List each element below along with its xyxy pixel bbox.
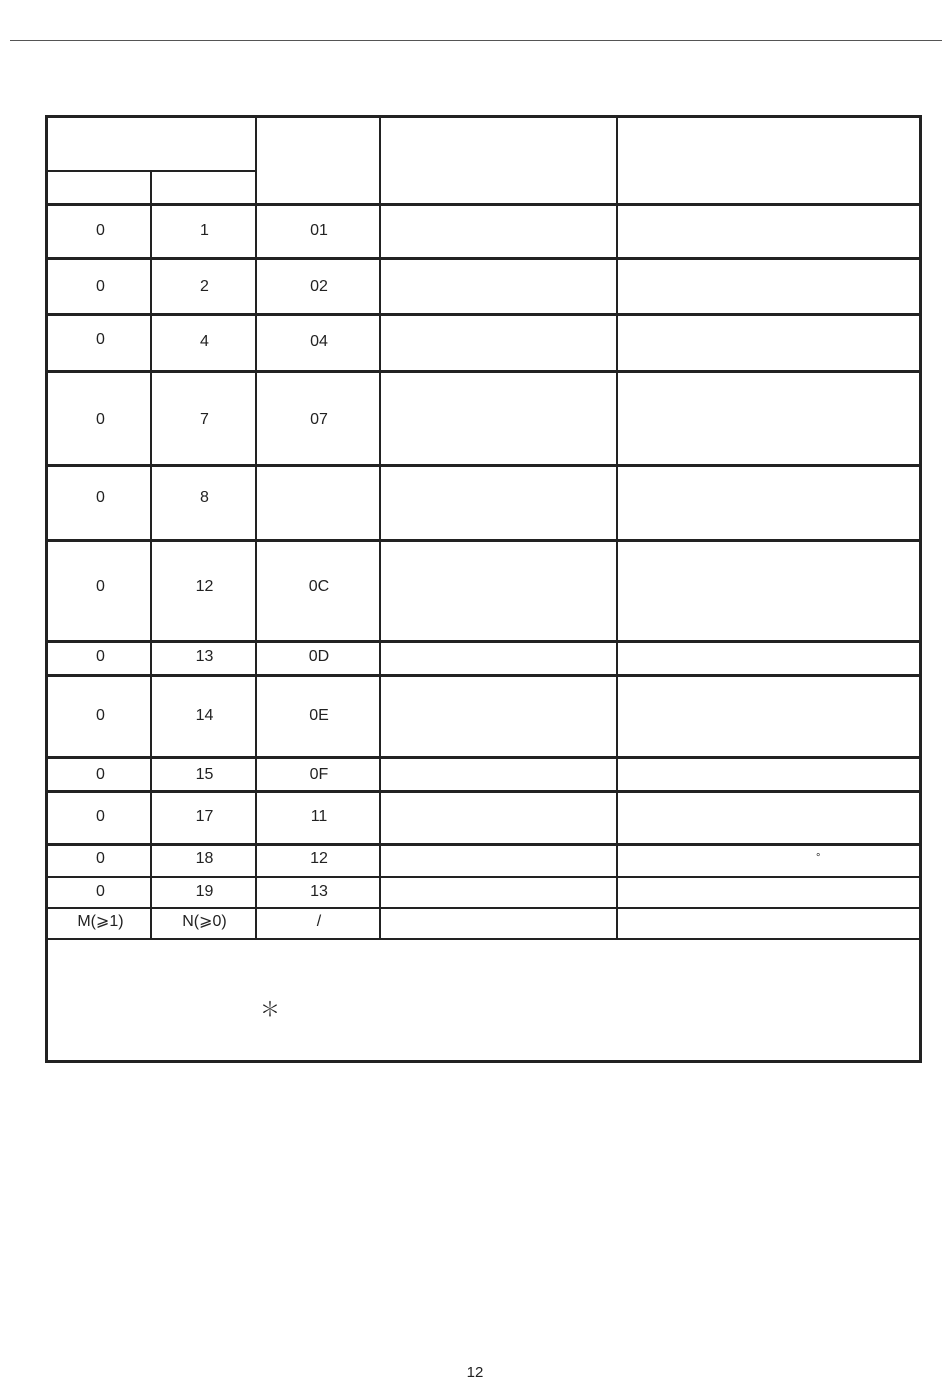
row-divider — [48, 907, 919, 909]
data-table — [45, 115, 922, 1063]
row-divider — [48, 370, 919, 373]
table-cell: 17 — [195, 808, 214, 825]
table-cell: 15 — [195, 766, 214, 783]
table-cell: 12 — [195, 578, 214, 595]
table-cell: 0 — [96, 578, 105, 595]
table-cell: 0 — [96, 648, 105, 665]
page-number: 12 — [466, 1364, 484, 1381]
row-divider — [48, 257, 919, 260]
table-cell: 7 — [200, 411, 209, 428]
row-divider — [48, 464, 919, 467]
table-cell: 0D — [308, 648, 330, 665]
degree-mark: ° — [816, 852, 821, 864]
row-divider — [48, 640, 919, 643]
table-cell: 02 — [310, 278, 328, 295]
table-cell: 14 — [195, 707, 214, 724]
table-cell: 0 — [96, 222, 105, 239]
row-divider — [48, 876, 919, 878]
table-cell: 13 — [195, 648, 214, 665]
table-cell: 18 — [195, 850, 214, 867]
table-cell: N(⩾0) — [182, 913, 227, 930]
row-divider — [48, 313, 919, 316]
table-cell: 12 — [310, 850, 328, 867]
row-divider — [48, 790, 919, 793]
table-cell: 0F — [309, 766, 329, 783]
table-cell: 04 — [310, 333, 328, 350]
table-cell: 2 — [200, 278, 209, 295]
column-divider — [616, 118, 618, 938]
table-cell: 0 — [96, 766, 105, 783]
row-divider — [48, 674, 919, 677]
row-divider — [48, 539, 919, 542]
row-divider — [48, 170, 257, 172]
table-cell: 11 — [310, 808, 328, 825]
table-cell: 0 — [96, 850, 105, 867]
table-cell: 0C — [308, 578, 330, 595]
row-divider — [48, 756, 919, 759]
table-cell: 13 — [310, 883, 328, 900]
footnote-asterisk: ＊ — [260, 997, 280, 1021]
table-cell: 1 — [200, 222, 209, 239]
table-cell: 0 — [96, 278, 105, 295]
table-cell: 0 — [96, 808, 105, 825]
table-cell: 4 — [200, 333, 209, 350]
table-cell: M(⩾1) — [77, 913, 124, 930]
table-cell: 0E — [309, 707, 329, 724]
table-cell: 0 — [96, 489, 105, 506]
table-cell: 0 — [96, 331, 105, 348]
row-divider — [48, 938, 919, 940]
table-cell: 01 — [310, 222, 328, 239]
header-rule — [10, 40, 942, 41]
table-cell: / — [316, 913, 322, 930]
table-cell: 0 — [96, 411, 105, 428]
table-cell: 0 — [96, 707, 105, 724]
table-cell: 8 — [200, 489, 209, 506]
table-cell: 07 — [310, 411, 328, 428]
header-divider — [48, 203, 919, 206]
row-divider — [48, 843, 919, 846]
table-cell: 0 — [96, 883, 105, 900]
table-cell: 19 — [195, 883, 214, 900]
